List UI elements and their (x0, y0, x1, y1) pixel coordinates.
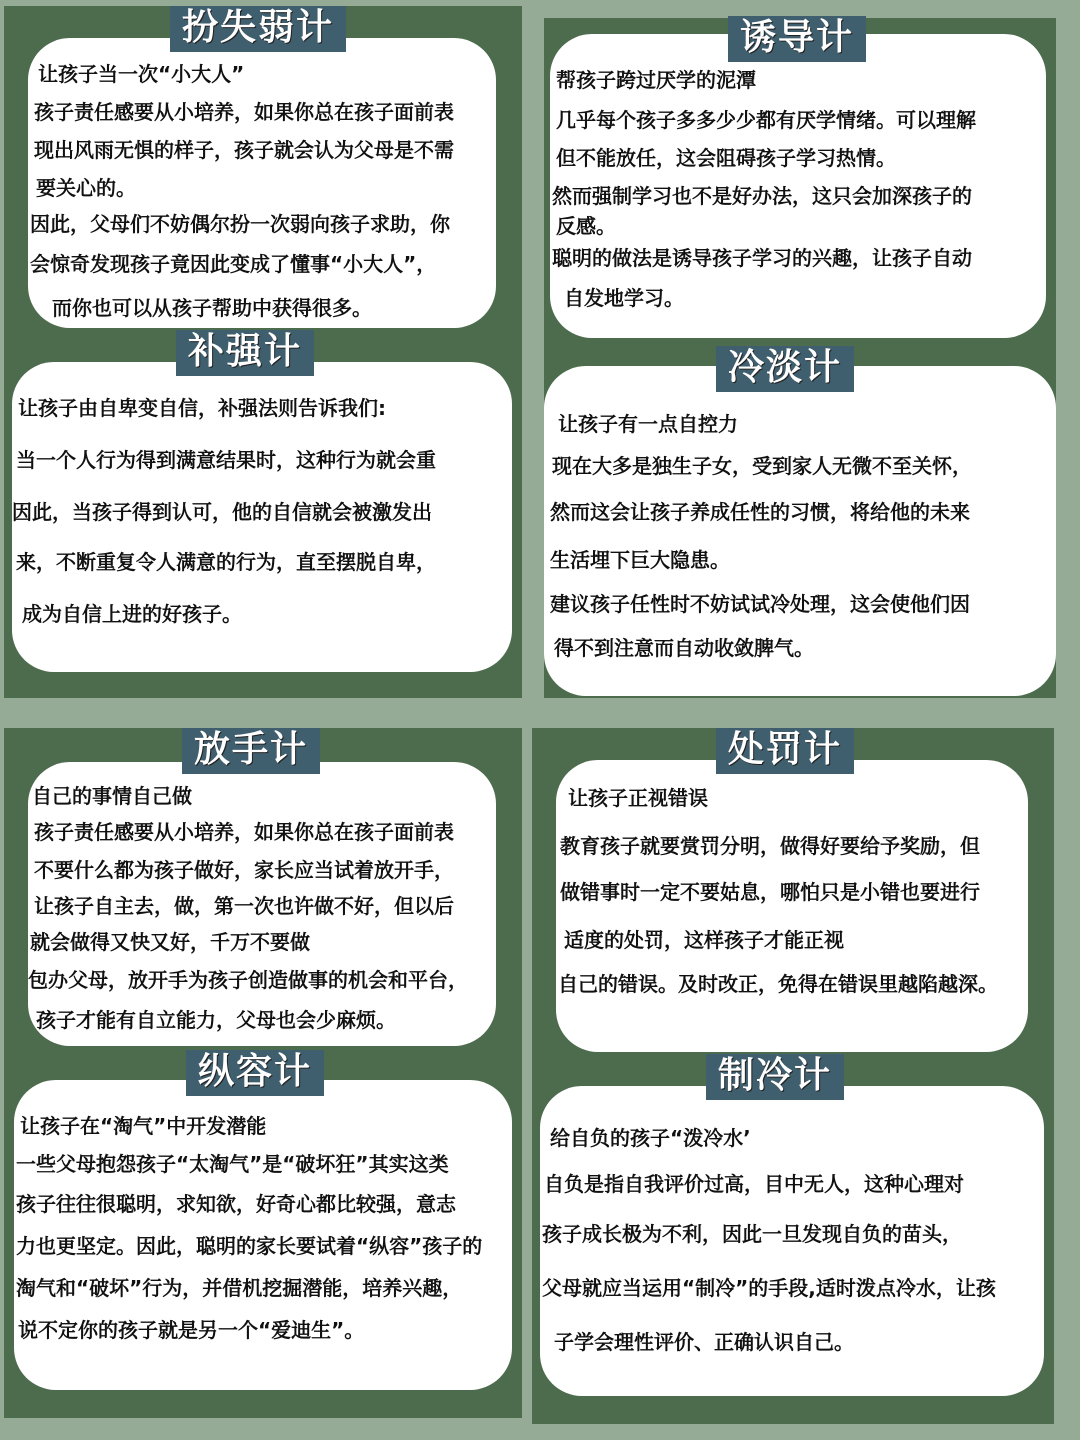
section-card-zongrong (14, 1080, 512, 1390)
section-text-line: 自己的错误。及时改正，免得在错误里越陷越深。 (558, 972, 998, 996)
section-card-chufa (556, 760, 1028, 1052)
section-card-buqiang (12, 362, 512, 672)
section-text-line: 让孩子自主去，做，第一次也许做不好，但以后 (34, 894, 454, 918)
section-text-line: 现在大多是独生子女，受到家人无微不至关怀， (552, 454, 972, 478)
section-text-line: 说不定你的孩子就是另一个“爱迪生”。 (18, 1318, 365, 1342)
section-text-line: 一些父母抱怨孩子“太淘气”是“破坏狂”其实这类 (16, 1152, 449, 1176)
section-text-line: 但不能放任，这会阻碍孩子学习热情。 (556, 146, 896, 170)
section-subtitle: 自己的事情自己做 (32, 784, 192, 808)
section-text-line: 不要什么都为孩子做好，家长应当试着放开手， (34, 858, 454, 882)
section-subtitle: 给自负的孩子“泼冷水’ (550, 1126, 751, 1150)
section-text-line: 几乎每个孩子多多少少都有厌学情绪。可以理解 (556, 108, 976, 132)
section-text-line: 做错事时一定不要姑息，哪怕只是小错也要进行 (560, 880, 980, 904)
section-title-buqiang: 补强计 (176, 330, 314, 376)
section-title-banshiruo: 扮失弱计 (170, 6, 346, 52)
section-text-line: 力也更坚定。因此，聪明的家长要试着“纵容”孩子的 (16, 1234, 483, 1258)
section-text-line: 生活埋下巨大隐患。 (550, 548, 730, 572)
section-text-line: 子学会理性评价、正确认识自己。 (554, 1330, 854, 1354)
section-text-line: 孩子成长极为不利，因此一旦发现自负的苗头， (542, 1222, 962, 1246)
section-text-line: 来，不断重复令人满意的行为，直至摆脱自卑， (16, 550, 436, 574)
section-text-line: 孩子责任感要从小培养，如果你总在孩子面前表 (34, 820, 454, 844)
section-text-line: 适度的处罚，这样孩子才能正视 (564, 928, 844, 952)
section-text-line: 然而这会让孩子养成任性的习惯，将给他的未来 (550, 500, 970, 524)
section-card-banshiruo (28, 38, 496, 328)
section-text-line: 会惊奇发现孩子竟因此变成了懂事“小大人”， (30, 252, 437, 276)
section-text-line: 淘气和“破坏”行为，并借机挖掘潜能，培养兴趣， (16, 1276, 463, 1300)
section-text-line: 要关心的。 (36, 176, 136, 200)
section-card-zhileng (540, 1086, 1044, 1396)
section-text-line: 孩子责任感要从小培养，如果你总在孩子面前表 (34, 100, 454, 124)
section-text-line: 成为自信上进的好孩子。 (22, 602, 242, 626)
section-text-line: 教育孩子就要赏罚分明，做得好要给予奖励，但 (560, 834, 980, 858)
section-subtitle: 让孩子在“淘气”中开发潜能 (20, 1114, 267, 1138)
section-subtitle: 让孩子正视错误 (568, 786, 708, 810)
section-text-line: 反感。 (556, 214, 616, 238)
section-card-youdao (550, 34, 1046, 338)
section-text-line: 孩子往往很聪明，求知欲，好奇心都比较强，意志 (16, 1192, 456, 1216)
section-subtitle: 帮孩子跨过厌学的泥潭 (556, 68, 756, 92)
section-title-chufa: 处罚计 (716, 728, 854, 774)
section-card-lengdan (544, 366, 1056, 696)
section-subtitle: 让孩子有一点自控力 (558, 412, 738, 436)
section-title-zhileng: 制冷计 (706, 1054, 844, 1100)
section-text-line: 而你也可以从孩子帮助中获得很多。 (52, 296, 372, 320)
section-title-lengdan: 冷淡计 (716, 346, 854, 392)
section-text-line: 因此，当孩子得到认可，他的自信就会被激发出 (12, 500, 432, 524)
section-text-line: 自发地学习。 (564, 286, 684, 310)
section-text-line: 孩子才能有自立能力，父母也会少麻烦。 (36, 1008, 396, 1032)
section-text-line: 父母就应当运用“制冷”的手段,适时泼点冷水，让孩 (542, 1276, 996, 1300)
section-text-line: 自负是指自我评价过高，目中无人，这种心理对 (544, 1172, 964, 1196)
section-text-line: 就会做得又快又好，千万不要做 (30, 930, 310, 954)
section-text-line: 然而强制学习也不是好办法，这只会加深孩子的 (552, 184, 972, 208)
section-text-line: 建议孩子任性时不妨试试冷处理，这会使他们因 (550, 592, 970, 616)
section-subtitle: 让孩子由自卑变自信，补强法则告诉我们: (18, 396, 386, 420)
section-title-youdao: 诱导计 (728, 16, 866, 62)
section-text-line: 因此，父母们不妨偶尔扮一次弱向孩子求助，你 (30, 212, 450, 236)
section-text-line: 现出风雨无惧的样子，孩子就会认为父母是不需 (34, 138, 454, 162)
section-subtitle: 让孩子当一次“小大人” (38, 62, 245, 86)
section-text-line: 包办父母，放开手为孩子创造做事的机会和平台， (28, 968, 468, 992)
section-text-line: 得不到注意而自动收敛脾气。 (554, 636, 814, 660)
section-text-line: 聪明的做法是诱导孩子学习的兴趣，让孩子自动 (552, 246, 972, 270)
section-text-line: 当一个人行为得到满意结果时，这种行为就会重 (16, 448, 436, 472)
section-title-fangshou: 放手计 (182, 728, 320, 774)
section-card-fangshou (28, 762, 496, 1046)
section-title-zongrong: 纵容计 (186, 1050, 324, 1096)
